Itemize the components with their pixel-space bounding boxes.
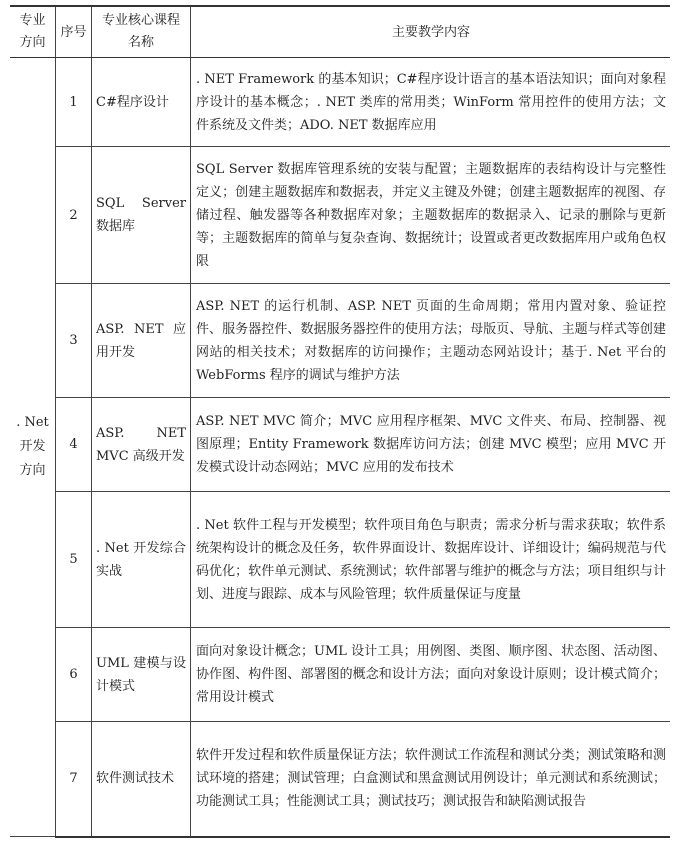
content-cell: 软件开发过程和软件质量保证方法；软件测试工作流程和测试分类；测试策略和测试环境的搭建；测试管理；白盒测试和黑盒测试用例设计；单元测试和系统测试；功能测试工具；性能测试工具；测试技巧；测试报告和缺陷测试报告 — [191, 722, 671, 837]
course-cell: UML 建模与设计模式 — [92, 628, 191, 722]
table-row — [10, 628, 670, 722]
table-row — [10, 147, 670, 284]
index-cell: 4 — [56, 398, 92, 492]
course-cell: ASP. NET 应用开发 — [92, 284, 191, 398]
course-cell: 软件测试技术 — [92, 722, 191, 837]
content-cell: . Net 软件工程与开发模型；软件项目角色与职责；需求分析与需求获取；软件系统架构设计的概念及任务，软件界面设计、数据库设计、详细设计；编码规范与代码优化；软件单元测试、系统测试；软件部署与维护的概念与方法；项目组织与计划、进度与跟踪、成本与风险管理；软件质量保证与度量 — [191, 492, 671, 628]
index-cell: 3 — [56, 284, 92, 398]
header-index: 序号 — [56, 6, 92, 58]
table-row — [10, 722, 670, 837]
content-cell: ASP. NET MVC 简介；MVC 应用程序框架、MVC 文件夹、布局、控制器、视图原理；Entity Framework 数据库访问方法；创建 MVC 模型；应用 MVC 开发模式设计动态网站；MVC 应用的发布技术 — [191, 398, 671, 492]
table-row — [10, 58, 670, 147]
table-row — [10, 284, 670, 398]
header-direction: 专业方向 — [10, 6, 56, 58]
content-cell: ASP. NET 的运行机制、ASP. NET 页面的生命周期；常用内置对象、验证控件、服务器控件、数据服务器控件的使用方法；母版页、导航、主题与样式等创建网站的相关技术；对数据库的访问操作；主题动态网站设计；基于. Net 平台的 WebForms 程序的调试与维护方法 — [191, 284, 671, 398]
content-cell: SQL Server 数据库管理系统的安装与配置；主题数据库的表结构设计与完整性定义；创建主题数据库和数据表，并定义主键及外键；创建主题数据库的视图、存储过程、触发器等各种数据库对象；主题数据库的数据录入、记录的删除与更新等；主题数据库的简单与复杂查询、数据统计；设置或者更改数据库用户或角色权限 — [191, 147, 671, 284]
table-row — [10, 492, 670, 628]
index-cell: 2 — [56, 147, 92, 284]
table-row — [10, 398, 670, 492]
header-row — [10, 6, 670, 58]
header-course: 专业核心课程名称 — [92, 6, 191, 58]
course-cell: ASP. NET MVC 高级开发 — [92, 398, 191, 492]
course-table — [10, 5, 670, 838]
index-cell: 7 — [56, 722, 92, 837]
direction-cell: . Net开发方向 — [10, 58, 56, 837]
index-cell: 1 — [56, 58, 92, 147]
content-cell: . NET Framework 的基本知识；C#程序设计语言的基本语法知识；面向对象程序设计的基本概念；. NET 类库的常用类；WinForm 常用控件的使用方法；文件系统及文件类；ADO. NET 数据库应用 — [191, 58, 671, 147]
content-cell: 面向对象设计概念；UML 设计工具；用例图、类图、顺序图、状态图、活动图、协作图、构件图、部署图的概念和设计方法；面向对象设计原则；设计模式简介；常用设计模式 — [191, 628, 671, 722]
course-cell: C#程序设计 — [92, 58, 191, 147]
index-cell: 6 — [56, 628, 92, 722]
course-cell: SQL Server 数据库 — [92, 147, 191, 284]
header-content: 主要教学内容 — [191, 6, 671, 58]
index-cell: 5 — [56, 492, 92, 628]
course-cell: . Net 开发综合实战 — [92, 492, 191, 628]
